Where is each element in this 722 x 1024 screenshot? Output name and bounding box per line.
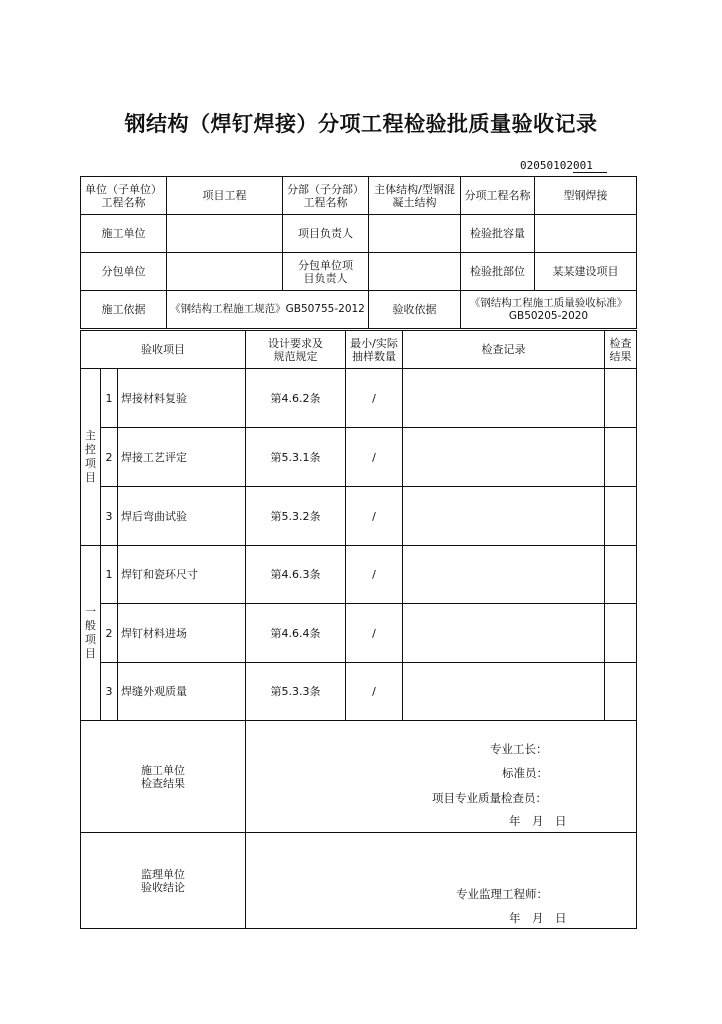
page-title: 钢结构（焊钉焊接）分项工程检验批质量验收记录 xyxy=(124,112,598,136)
row-name: 焊接材料复验 xyxy=(118,369,246,428)
col-result: 检查结果 xyxy=(605,331,637,369)
row-no: 1 xyxy=(101,546,118,604)
construction-check-label: 施工单位检查结果 xyxy=(81,721,246,833)
header-table xyxy=(80,176,637,329)
row-name: 焊钉材料进场 xyxy=(118,604,246,663)
inspector-label: 项目专业质量检查员： xyxy=(432,791,547,805)
table-row xyxy=(81,428,637,487)
row-result[interactable] xyxy=(605,546,637,604)
row-result[interactable] xyxy=(605,604,637,663)
supervision-area[interactable] xyxy=(246,833,637,929)
project-manager-value[interactable] xyxy=(369,215,461,253)
row-no: 1 xyxy=(101,369,118,428)
row-result[interactable] xyxy=(605,663,637,721)
construction-date: 年 月 日 xyxy=(509,814,567,828)
row-no: 2 xyxy=(101,604,118,663)
group-label-main xyxy=(81,369,101,546)
row-clause: 第5.3.1条 xyxy=(246,428,346,487)
batch-capacity-label: 检验批容量 xyxy=(461,215,535,253)
row-sample[interactable]: / xyxy=(346,546,403,604)
row-sample[interactable]: / xyxy=(346,604,403,663)
row-record[interactable] xyxy=(403,546,605,604)
construction-unit-value[interactable] xyxy=(167,215,283,253)
supervision-engineer-label: 专业监理工程师： xyxy=(456,887,548,901)
batch-capacity-value[interactable] xyxy=(535,215,637,253)
row-name: 焊钉和瓷环尺寸 xyxy=(118,546,246,604)
batch-location-value[interactable]: 某某建设项目 xyxy=(535,253,637,291)
table-row xyxy=(81,663,637,721)
part-label: 分部（子分部）工程名称 xyxy=(283,177,369,215)
acceptance-basis-value[interactable]: 《钢结构工程施工质量验收标准》GB50205-2020 xyxy=(461,291,637,329)
acceptance-basis-label: 验收依据 xyxy=(369,291,461,329)
supervision-date: 年 月 日 xyxy=(509,911,567,925)
row-clause: 第5.3.2条 xyxy=(246,487,346,546)
unit-value[interactable]: 项目工程 xyxy=(167,177,283,215)
row-clause: 第4.6.3条 xyxy=(246,546,346,604)
code-number[interactable]: 001 xyxy=(573,160,607,173)
table-row xyxy=(81,487,637,546)
row-sample[interactable]: / xyxy=(346,663,403,721)
row-record[interactable] xyxy=(403,369,605,428)
row-clause: 第4.6.2条 xyxy=(246,369,346,428)
construction-unit-label: 施工单位 xyxy=(81,215,167,253)
row-clause: 第5.3.3条 xyxy=(246,663,346,721)
row-result[interactable] xyxy=(605,369,637,428)
subitem-label: 分项工程名称 xyxy=(461,177,535,215)
record-code xyxy=(520,159,607,173)
row-name: 焊接工艺评定 xyxy=(118,428,246,487)
row-sample[interactable]: / xyxy=(346,369,403,428)
row-name: 焊缝外观质量 xyxy=(118,663,246,721)
row-clause: 第4.6.4条 xyxy=(246,604,346,663)
construction-basis-label: 施工依据 xyxy=(81,291,167,329)
subcontract-unit-value[interactable] xyxy=(167,253,283,291)
row-result[interactable] xyxy=(605,428,637,487)
row-no: 3 xyxy=(101,663,118,721)
construction-check-area[interactable] xyxy=(246,721,637,833)
subitem-value[interactable]: 型钢焊接 xyxy=(535,177,637,215)
row-record[interactable] xyxy=(403,487,605,546)
construction-basis-value[interactable]: 《钢结构工程施工规范》GB50755-2012 xyxy=(167,291,369,329)
code-prefix: 02050102 xyxy=(520,159,573,172)
group-label-text: 主 控 项 目 xyxy=(85,429,96,484)
subcontract-unit-label: 分包单位 xyxy=(81,253,167,291)
row-no: 2 xyxy=(101,428,118,487)
unit-label: 单位（子单位）工程名称 xyxy=(81,177,167,215)
group-label-text: 一 般 项 目 xyxy=(85,605,96,660)
row-sample[interactable]: / xyxy=(346,487,403,546)
items-table xyxy=(80,330,637,721)
group-label-general xyxy=(81,546,101,721)
row-no: 3 xyxy=(101,487,118,546)
subcontract-manager-label: 分包单位项目负责人 xyxy=(283,253,369,291)
col-sample: 最小/实际抽样数量 xyxy=(346,331,403,369)
col-item: 验收项目 xyxy=(81,331,246,369)
col-record: 检查记录 xyxy=(403,331,605,369)
col-design: 设计要求及规范规定 xyxy=(246,331,346,369)
part-value[interactable]: 主体结构/型钢混凝土结构 xyxy=(369,177,461,215)
table-row xyxy=(81,369,637,428)
subcontract-manager-value[interactable] xyxy=(369,253,461,291)
tester-label: 标准员： xyxy=(502,766,548,780)
row-record[interactable] xyxy=(403,663,605,721)
row-sample[interactable]: / xyxy=(346,428,403,487)
foreman-label: 专业工长： xyxy=(490,742,548,756)
row-record[interactable] xyxy=(403,428,605,487)
row-record[interactable] xyxy=(403,604,605,663)
row-result[interactable] xyxy=(605,487,637,546)
batch-location-label: 检验批部位 xyxy=(461,253,535,291)
table-row xyxy=(81,546,637,604)
supervision-label: 监理单位验收结论 xyxy=(81,833,246,929)
row-name: 焊后弯曲试验 xyxy=(118,487,246,546)
table-row xyxy=(81,604,637,663)
project-manager-label: 项目负责人 xyxy=(283,215,369,253)
